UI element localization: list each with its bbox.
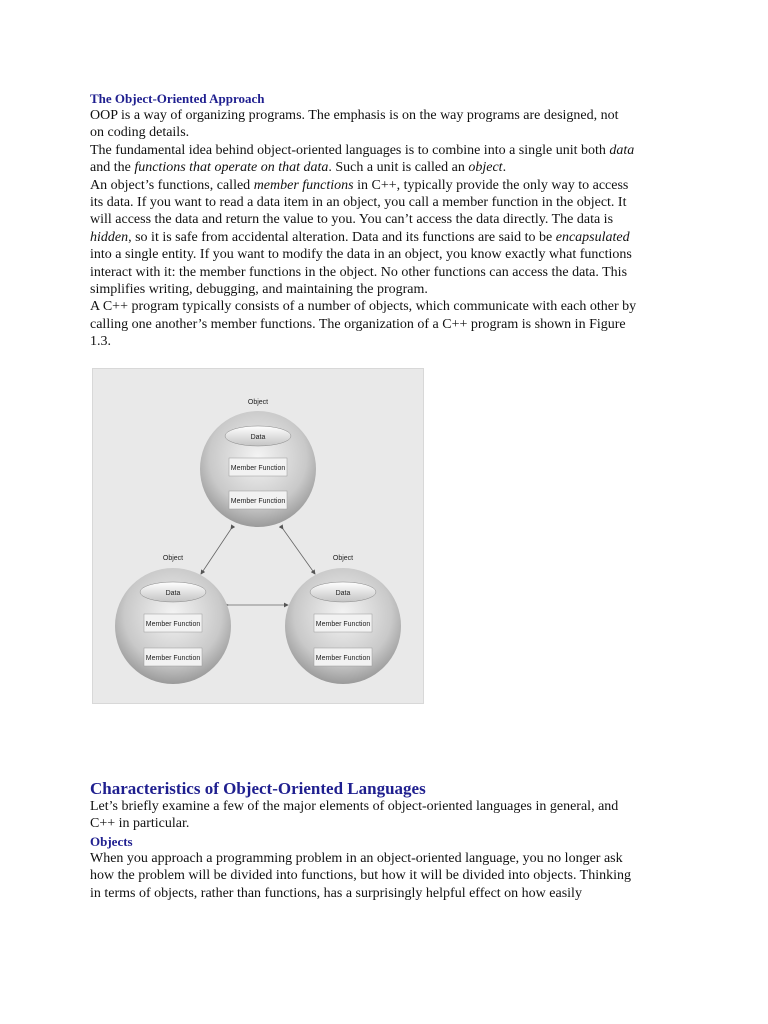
line: simplifies writing, debugging, and maintaining the program. [90, 282, 428, 298]
paragraph-fundamental-idea [90, 142, 690, 177]
member-function-label: Member Function [315, 621, 371, 628]
paragraph-objects [90, 850, 690, 902]
object-diagram [93, 369, 423, 703]
paragraph-oop-intro [90, 107, 690, 142]
member-function-label: Member Function [145, 655, 201, 662]
paragraph-program-organization [90, 298, 690, 350]
member-function-label: Member Function [230, 465, 286, 472]
figure-cpp-program-organization [92, 368, 424, 704]
line: 1.3. [90, 334, 111, 350]
section-heading-characteristics: Characteristics of Object-Oriented Languages [90, 779, 426, 798]
emphasis-member-functions: member functions [253, 177, 354, 193]
article-body [90, 90, 690, 351]
line: on coding details. [90, 125, 190, 141]
line: A C++ program typically consists of a number of objects, which communicate with each other by [90, 299, 637, 315]
section-heading-oop-approach: The Object-Oriented Approach [90, 91, 265, 106]
emphasis-object: object [468, 160, 503, 176]
connector-top-left [201, 529, 231, 574]
paragraph-characteristics-intro [90, 798, 690, 833]
object-label: Object [162, 555, 184, 562]
line: When you approach a programming problem in an object-oriented language, you no longer ask [90, 850, 623, 866]
data-label: Data [165, 590, 181, 597]
object-label: Object [332, 555, 354, 562]
line: will access the data and return the value to you. You can’t access the data directly. The data is [90, 212, 614, 228]
text-run: and the [90, 160, 135, 176]
text-run: in C++, typically provide the only way to access [353, 177, 629, 193]
emphasis-data: data [609, 142, 635, 158]
text-run: . Such a unit is called an [328, 160, 469, 176]
emphasis-encapsulated: encapsulated [555, 229, 630, 245]
emphasis-hidden: hidden [90, 229, 129, 245]
line: C++ in particular. [90, 816, 190, 832]
data-label: Data [335, 590, 351, 597]
line: interact with it: the member functions in the object. No other functions can access the data. This [90, 264, 628, 280]
emphasis-functions: functions that operate on that data [134, 160, 329, 176]
line: in terms of objects, rather than functions, has a surprisingly helpful effect on how easily [90, 885, 582, 901]
connector-top-right [283, 529, 315, 574]
text-run: The fundamental idea behind object-oriented languages is to combine into a single unit both [90, 142, 610, 158]
text-run: , so it is safe from accidental alteration. Data and its functions are said to be [128, 229, 556, 245]
object-right [285, 555, 401, 684]
object-left [115, 555, 231, 684]
member-function-label: Member Function [230, 498, 286, 505]
member-function-label: Member Function [145, 621, 201, 628]
line: Let’s briefly examine a few of the major elements of object-oriented languages in general, and [90, 799, 619, 814]
member-function-label: Member Function [315, 655, 371, 662]
text-run: . [502, 160, 507, 176]
object-top [200, 399, 316, 527]
text-run: An object’s functions, called [90, 177, 254, 193]
line: into a single entity. If you want to modify the data in an object, you know exactly what functions [90, 247, 632, 263]
object-label: Object [247, 399, 269, 406]
line: its data. If you want to read a data item in an object, you call a member function in the object. It [90, 195, 627, 211]
line: calling one another’s member functions. The organization of a C++ program is shown in Figure [90, 316, 626, 332]
subheading-objects: Objects [90, 833, 133, 849]
line: how the problem will be divided into functions, but how it will be divided into objects. Thinking [90, 868, 632, 884]
line: OOP is a way of organizing programs. The emphasis is on the way programs are designed, not [90, 108, 619, 123]
paragraph-member-functions [90, 177, 690, 299]
characteristics-section [90, 798, 690, 902]
data-label: Data [250, 434, 266, 441]
